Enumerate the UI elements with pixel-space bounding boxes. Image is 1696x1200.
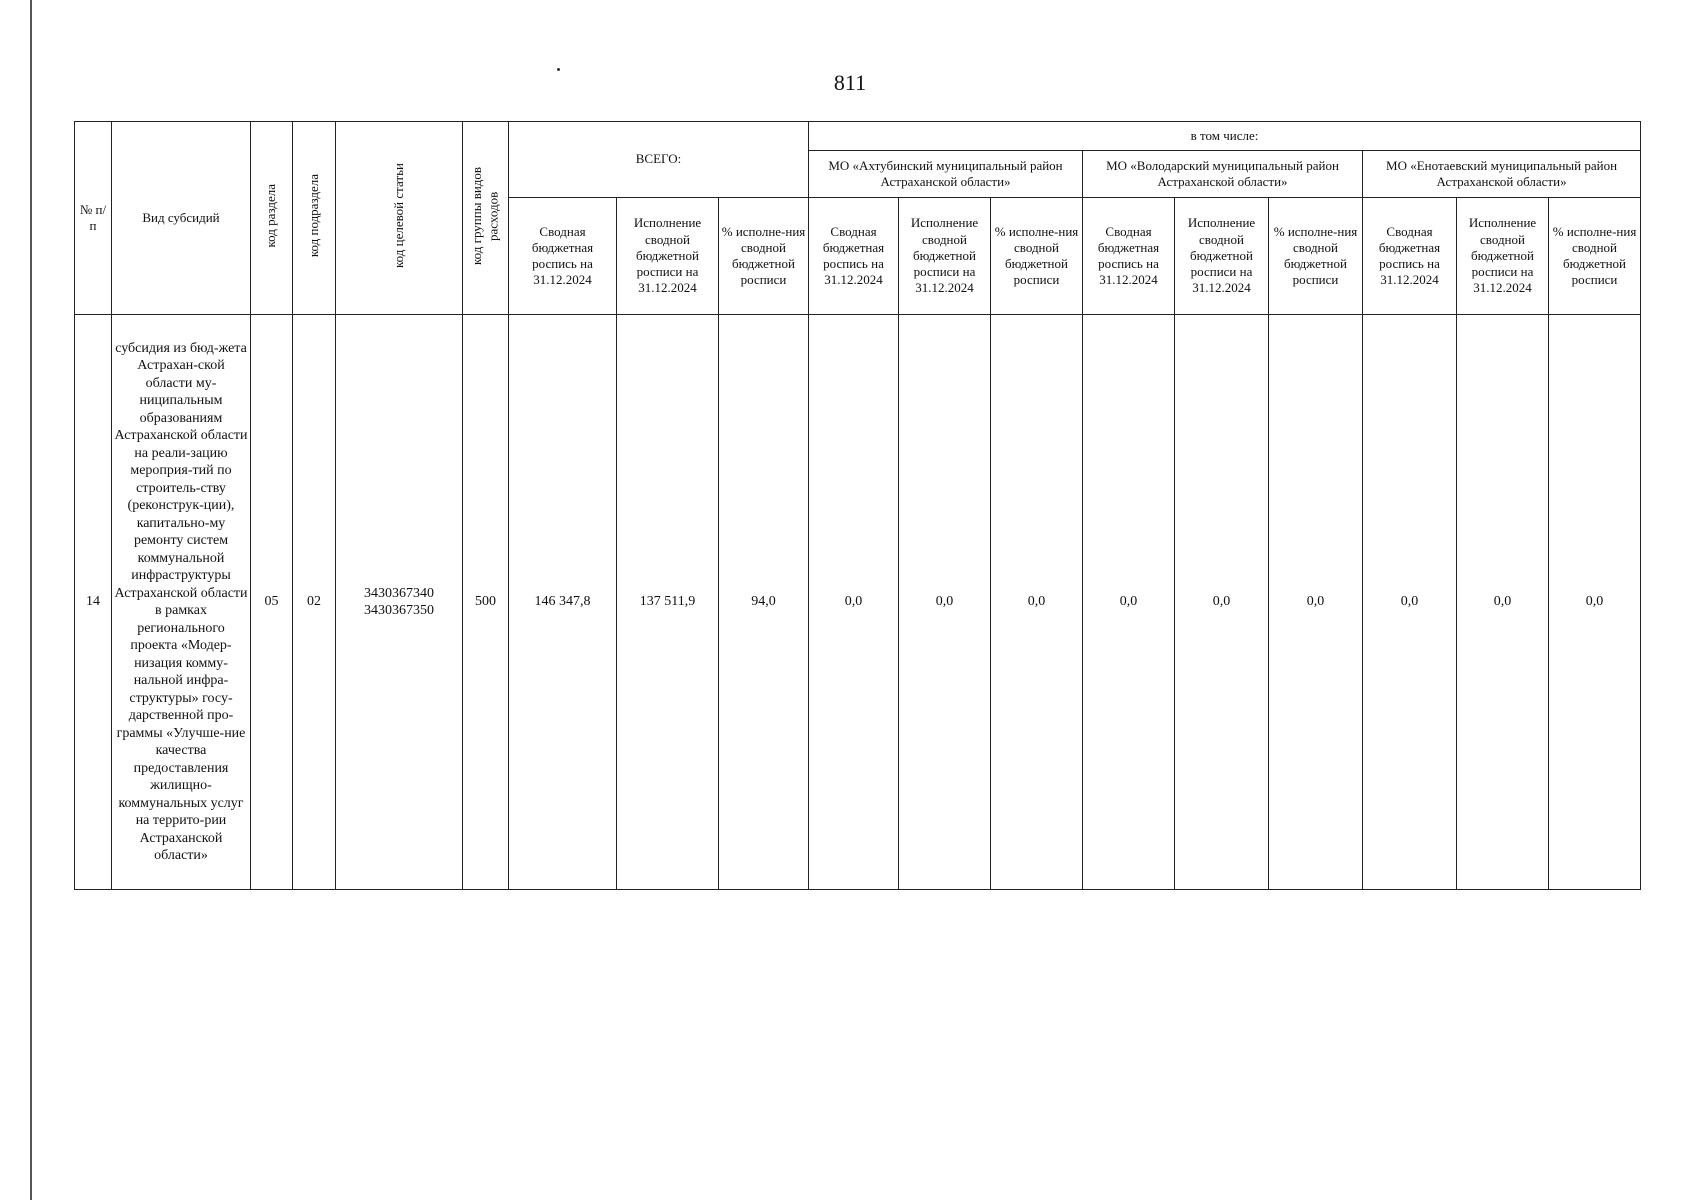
cell-subsection-code: 02 [293, 315, 336, 890]
header-mo3-exec: Исполнение сводной бюджетной росписи на 31.12.2024 [1457, 198, 1549, 315]
target-code-2: 3430367350 [364, 603, 434, 618]
header-section-code [251, 122, 293, 315]
header-total-exec: Исполнение сводной бюджетной росписи на 31.12.2024 [617, 198, 719, 315]
cell-mo1-exec: 0,0 [899, 315, 991, 890]
cell-group-code: 500 [463, 315, 509, 890]
cell-total-pct: 94,0 [719, 315, 809, 890]
cell-mo1-pct: 0,0 [991, 315, 1083, 890]
header-group-code-label: код группы видов расходов [469, 166, 501, 265]
cell-num: 14 [75, 315, 112, 890]
binding-line [30, 0, 32, 1200]
header-target-code [336, 122, 463, 315]
header-mo-volodarsky: МО «Володарский муниципальный район Астраханской области» [1083, 151, 1363, 198]
cell-mo3-exec: 0,0 [1457, 315, 1549, 890]
header-subsection-code [293, 122, 336, 315]
target-code-1: 3430367340 [364, 585, 434, 601]
header-num: № п/п [75, 122, 112, 315]
cell-kind: субсидия из бюд-жета Астрахан-ской области му-ниципальным образованиям Астраханской области на реали-зацию мероприя-тий по строитель-ству (реконструк-ции), капитально-му ремонту систем коммунальной инфраструктуры Астраханской области в рамках регионального проекта «Модер-низация комму-нальной инфра-структуры» госу-дарственной про-граммы «Улучше-ние качества предоставления жилищно-коммунальных услуг на террито-рии Астраханской области» [112, 315, 251, 890]
header-kind: Вид субсидий [112, 122, 251, 315]
cell-mo1-plan: 0,0 [809, 315, 899, 890]
header-mo-akhtubinsky: МО «Ахтубинский муниципальный район Астраханской области» [809, 151, 1083, 198]
header-mo3-pct: % исполне-ния сводной бюджетной росписи [1549, 198, 1641, 315]
header-mo3-plan: Сводная бюджетная роспись на 31.12.2024 [1363, 198, 1457, 315]
header-total-pct: % исполне-ния сводной бюджетной росписи [719, 198, 809, 315]
cell-mo2-exec: 0,0 [1175, 315, 1269, 890]
header-mo1-pct: % исполне-ния сводной бюджетной росписи [991, 198, 1083, 315]
cell-section-code: 05 [251, 315, 293, 890]
scan-speck [557, 68, 560, 71]
header-total-plan: Сводная бюджетная роспись на 31.12.2024 [509, 198, 617, 315]
header-including: в том числе: [809, 122, 1641, 151]
header-group-code [463, 122, 509, 315]
header-total: ВСЕГО: [509, 122, 809, 198]
header-section-code-label: код раздела [263, 184, 279, 248]
cell-mo2-plan: 0,0 [1083, 315, 1175, 890]
header-subsection-code-label: код подраздела [305, 174, 321, 258]
header-mo1-exec: Исполнение сводной бюджетной росписи на 31.12.2024 [899, 198, 991, 315]
cell-target-code [336, 315, 463, 890]
header-mo-enotaevsky: МО «Енотаевский муниципальный район Астраханской области» [1363, 151, 1641, 198]
cell-total-plan: 146 347,8 [509, 315, 617, 890]
cell-mo3-plan: 0,0 [1363, 315, 1457, 890]
header-mo2-plan: Сводная бюджетная роспись на 31.12.2024 [1083, 198, 1175, 315]
cell-mo3-pct: 0,0 [1549, 315, 1641, 890]
cell-mo2-pct: 0,0 [1269, 315, 1363, 890]
header-mo2-exec: Исполнение сводной бюджетной росписи на 31.12.2024 [1175, 198, 1269, 315]
page-number: 811 [833, 70, 867, 95]
header-mo1-plan: Сводная бюджетная роспись на 31.12.2024 [809, 198, 899, 315]
header-target-code-label: код целевой статьи [390, 163, 406, 269]
subsidy-table [74, 121, 1641, 890]
header-mo2-pct: % исполне-ния сводной бюджетной росписи [1269, 198, 1363, 315]
table-row [75, 315, 1641, 890]
cell-total-exec: 137 511,9 [617, 315, 719, 890]
